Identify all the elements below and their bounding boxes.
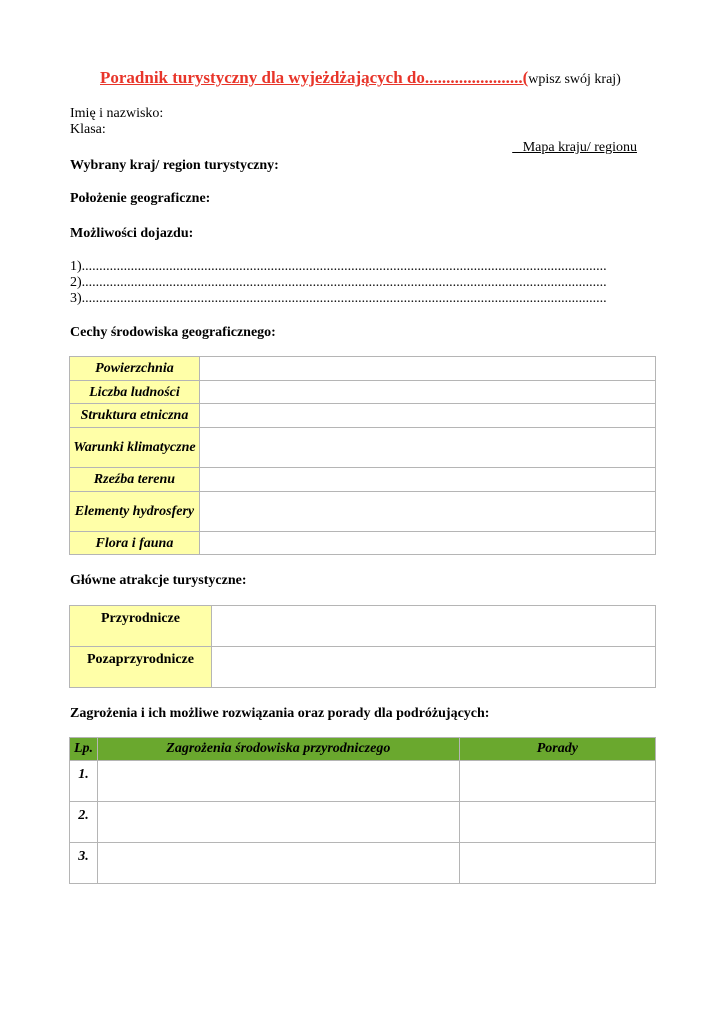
table-row	[70, 492, 656, 532]
access-line-1: 1)......................................................................................................................................................	[70, 259, 607, 274]
header-lp: Lp.	[70, 738, 98, 761]
row-value[interactable]	[211, 606, 655, 647]
environment-table	[69, 356, 656, 555]
row-label: Flora i fauna	[70, 532, 200, 555]
row-label: Pozaprzyrodnicze	[70, 647, 212, 688]
row-value[interactable]	[199, 468, 655, 492]
table-row	[70, 761, 656, 802]
table-row	[70, 357, 656, 381]
table-row	[70, 428, 656, 468]
section-attractions: Główne atrakcje turystyczne:	[70, 573, 247, 588]
row-value[interactable]	[199, 492, 655, 532]
header-threats: Zagrożenia środowiska przyrodniczego	[97, 738, 459, 761]
table-row	[70, 381, 656, 404]
section-region: Wybrany kraj/ region turystyczny:	[70, 158, 279, 173]
row-value[interactable]	[199, 357, 655, 381]
advice-cell[interactable]	[459, 761, 655, 802]
document-title	[100, 68, 621, 88]
row-value[interactable]	[199, 428, 655, 468]
table-row	[70, 404, 656, 428]
access-line-3: 3)......................................................................................................................................................	[70, 291, 607, 306]
access-line-2: 2)......................................................................................................................................................	[70, 275, 607, 290]
section-threats: Zagrożenia i ich możliwe rozwiązania oraz porady dla podróżujących:	[70, 706, 490, 721]
table-row	[70, 802, 656, 843]
threats-table	[69, 737, 656, 884]
attractions-table	[69, 605, 656, 688]
table-row	[70, 843, 656, 884]
name-label: Imię i nazwisko:	[70, 106, 164, 121]
advice-cell[interactable]	[459, 843, 655, 884]
table-row	[70, 468, 656, 492]
row-label: Struktura etniczna	[70, 404, 200, 428]
title-text: Poradnik turystyczny dla wyjeżdżających do.......................(	[100, 68, 529, 87]
title-hint: wpisz swój kraj)	[528, 72, 621, 87]
section-access: Możliwości dojazdu:	[70, 226, 194, 241]
row-label: Warunki klimatyczne	[70, 428, 200, 468]
row-value[interactable]	[211, 647, 655, 688]
table-row	[70, 647, 656, 688]
advice-cell[interactable]	[459, 802, 655, 843]
class-label: Klasa:	[70, 122, 106, 137]
header-advice: Porady	[459, 738, 655, 761]
threat-cell[interactable]	[97, 761, 459, 802]
threat-cell[interactable]	[97, 802, 459, 843]
row-value[interactable]	[199, 381, 655, 404]
row-label: Liczba ludności	[70, 381, 200, 404]
threat-cell[interactable]	[97, 843, 459, 884]
table-row	[70, 606, 656, 647]
map-label: Mapa kraju/ regionu	[512, 140, 637, 155]
row-label: Przyrodnicze	[70, 606, 212, 647]
row-label: Powierzchnia	[70, 357, 200, 381]
section-environment: Cechy środowiska geograficznego:	[70, 325, 276, 340]
row-value[interactable]	[199, 532, 655, 555]
row-value[interactable]	[199, 404, 655, 428]
row-number: 1.	[70, 761, 98, 802]
row-number: 2.	[70, 802, 98, 843]
table-row	[70, 532, 656, 555]
row-label: Elementy hydrosfery	[70, 492, 200, 532]
row-number: 3.	[70, 843, 98, 884]
section-location: Położenie geograficzne:	[70, 191, 211, 206]
row-label: Rzeźba terenu	[70, 468, 200, 492]
table-header	[70, 738, 656, 761]
